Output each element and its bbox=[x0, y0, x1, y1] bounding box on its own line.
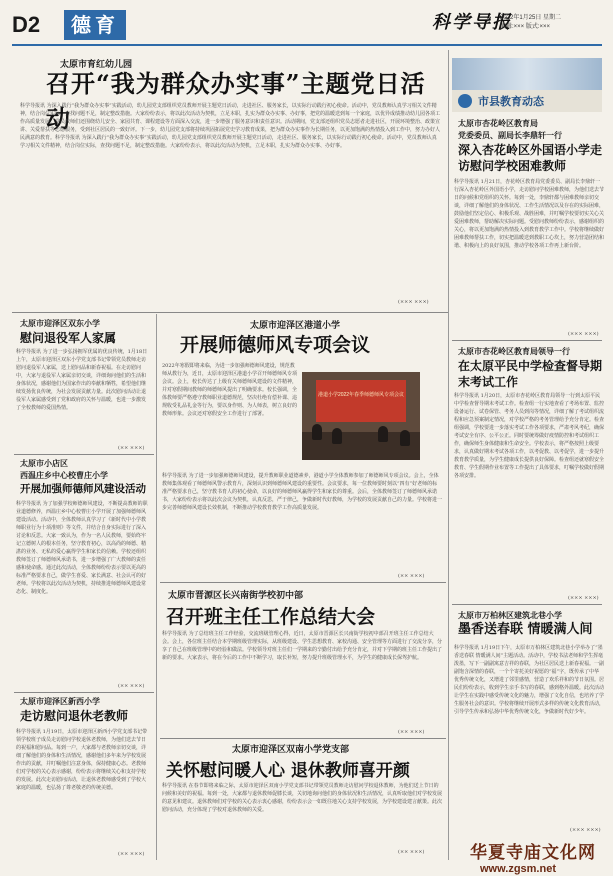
article-5-body: 科学导报讯 为了加强学校师德师风建设，不断提高教师的职业道德修养，西温庄乡中心校曹庄小学开展了加强师德师风建设活动。活动中，全体教师认真学习了《新时代中小学教师职业行为十项准则》等文件，并结合自身实际进行了深入讨论和反思。大家一致认为，作为一名人民教师，要始终牢记立德树人的根本任务，坚守教育初心，以高尚的师德、精湛的业务、无私的爱心赢得学生和家长的信赖。学校还组织教师签订了师德师风承诺书，进一步增强了广大教师的责任感和使命感。通过此次活动，全体教师纷纷表示要以更高的标准严格要求自己，做学生喜爱、家长满意、社会认可的好老师。学校将以此次活动为契机，持续推进师德师风建设常态化、制度化。 bbox=[16, 501, 148, 595]
article-3-kicker: 太原市迎泽区双东小学 bbox=[20, 318, 100, 328]
article-9-title: 关怀慰问暖人心 退休教师喜开颜 bbox=[166, 761, 410, 781]
divider bbox=[14, 692, 154, 693]
article-1-byline: (××× ×××) bbox=[398, 299, 429, 305]
photo-person bbox=[378, 426, 388, 442]
photo-screen-text: 港道小学2022年春季师德师风专项会议 bbox=[317, 392, 405, 398]
watermark-url: www.zgsm.net bbox=[480, 863, 556, 875]
divider bbox=[160, 582, 446, 583]
article-6-title: 在太原平民中学检查督导期末考试工作 bbox=[458, 359, 603, 389]
divider bbox=[160, 738, 446, 739]
photo-person bbox=[400, 430, 410, 446]
divider bbox=[452, 604, 602, 605]
photo-person bbox=[332, 428, 342, 444]
article-2-title: 深入杏花岭区外国语小学走访慰问学校困难教师 bbox=[458, 143, 603, 173]
article-9-kicker: 太原市迎泽区双南小学党支部 bbox=[232, 745, 350, 755]
article-8-body: 科学导报讯 1月19日，太原市迎泽区新西小学党支部书记带领学校班子成员走访慰问学校退休老教师，为他们送去节日的祝福和慰问品。每到一户，大家都与老教师亲切交谈，详细了解他们的身体和生活情况，感谢他们多年来为学校发展作出的贡献，并叮嘱他们注意身体，保持健康心态。老教师们对学校的关心表示感谢，纷纷表示将继续关心和支持学校的发展。此次走访慰问活动，让退休老教师感受到了学校大家庭的温暖，也弘扬了尊老敬老的传统美德。 bbox=[16, 729, 148, 791]
photo-screen bbox=[316, 380, 406, 422]
article-10-byline: (××× ×××) bbox=[570, 827, 601, 833]
article-7-kicker: 太原市晋源区长兴南街学校初中部 bbox=[168, 591, 304, 601]
article-3-title: 慰问退役军人家属 bbox=[20, 331, 117, 345]
article-4-byline: (×× ×××) bbox=[398, 573, 425, 579]
article-8-byline: (×× ×××) bbox=[118, 851, 145, 857]
article-5-kicker: 太原市小店区 bbox=[20, 458, 68, 468]
article-8-title: 走访慰问退休老教师 bbox=[20, 709, 129, 723]
article-10-body: 科学导报讯 1月19日下午，太原市万柏林区建筑北巷小学举办了“墨香送春联 情暖满人间”主题活动。活动中，学校书法老师和学生挥毫泼墨，写下一副副寓意吉祥的春联，为社区居民送上新春祝福。一副副饱含深情的春联，一个个寄托美好祝愿的“福”字，既传承了中华优秀传统文化，又增进了邻里感情，营造了欢乐祥和的节日氛围。居民们纷纷表示，收到学生亲手书写的春联，感到格外温暖。此次活动让学生在实践中感受传统文化的魅力，增强了文化自信，也培养了学生服务社会的意识。学校将继续开展形式多样的传统文化教育活动，引导学生传承和弘扬中华优秀传统文化，争做新时代好少年。 bbox=[454, 645, 604, 715]
article-4-body-a: 2022年寒假即将来临，为进一步加强师德师风建设，规范教师从教行为，近日，太原市迎泽区港道小学召开师德师风专项会议。会上，校长传达了上级有关师德师风建设的文件精神，并对寒假期间教师的师德师风提出了明确要求。校长强调，全体教师要严格遵守教师职业道德规范，坚决杜绝有偿补课、违规收受礼品礼金等行为，要以身作则、为人师表，树立良好的教师形象。会议还对寒假安全工作进行了部署。 bbox=[162, 363, 298, 417]
article-2-byline: (××× ×××) bbox=[568, 331, 599, 337]
article-2-subkicker: 党委委员、副局长李鼎轩一行 bbox=[458, 130, 562, 140]
article-1-body: 科学导报讯 为深入践行“我为群众办实事”实践活动，幼儿园党支部组织党员教师开展主题党日活动，走进社区、服务家长，以实际行动践行初心使命。活动中，党员教师认真学习相关文件精神，结合岗位实际，查找问题不足，制定整改措施。大家纷纷表示，将以此次活动为契机，立足本职，扎实为群众办实事、办好事，把党的温暖送到每一个家庭，以优异成绩推动幼儿园各项工作高质量发展。党员教师们还围绕幼儿安全、家园共育、课程建设等方面深入交流，进一步增强了服务意识和责任意识。活动期间，党支部还组织党员志愿者走进社区，开展环境整治、政策宣讲、关爱帮扶等志愿服务，受到社区居民的一致好评。下一步，幼儿园党支部将持续巩固拓展党史学习教育成果，把为群众办实事作为长期任务，以更加饱满的热情投入到工作中，努力办好人民满意的教育。科学导报讯 为深入践行“我为群众办实事”实践活动，幼儿园党支部组织党员教师开展主题党日活动，走进社区、服务家长，以实际行动践行初心使命。活动中，党员教师认真学习相关文件精神，结合岗位实际，查找问题不足，制定整改措施。大家纷纷表示，将以此次活动为契机，立足本职，扎实为群众办实事、办好事。 bbox=[20, 103, 440, 149]
edu-icon bbox=[458, 94, 472, 108]
meeting-photo bbox=[302, 372, 420, 460]
section-tag: 德育 bbox=[64, 10, 126, 40]
article-3-byline: (×× ×××) bbox=[118, 445, 145, 451]
article-7-title: 召开班主任工作总结大会 bbox=[166, 606, 376, 628]
article-8-kicker: 太原市迎泽区新西小学 bbox=[20, 696, 100, 706]
divider bbox=[452, 340, 602, 341]
article-4-kicker: 太原市迎泽区港道小学 bbox=[250, 321, 341, 331]
article-1-title: 召开“我为群众办实事”主题党日活动 bbox=[46, 69, 426, 133]
watermark bbox=[470, 838, 610, 875]
article-9-body: 科学导报讯 在春节即将来临之际，太原市迎泽区双南小学党支部书记带领党员教师走访慰问学校退休教师，为他们送上节日的问候和美好的祝福。每到一处，大家都与退休教师促膝长谈，关切地询问他们的身体状况和生活情况，认真听取他们对学校发展的意见和建议。退休教师们对学校的关心表示衷心感谢，纷纷表示会一如既往地关心支持学校发展，为学校建设建言献策。此次慰问活动，充分体现了学校对退休教师的关爱。 bbox=[162, 783, 442, 813]
article-3-body: 科学导报讯 为了进一步弘扬拥军优属的优良传统，1月18日上午，太原市迎泽区双东小学党支部书记带领党员教师走访慰问退役军人家属，送上慰问品和新春祝福。在走访慰问中，大家与退役军人家属亲切交谈，详细询问他们的生活和身体状况，感谢他们为国家作出的奉献和牺牲，希望他们继续发扬优良传统，为社会发展贡献力量。此次慰问活动让退役军人家属感受到了党和政府的关怀与温暖，也进一步激发了全校教师的爱国热情。 bbox=[16, 349, 148, 411]
article-6-body: 科学导报讯 1月20日，太原市杏花岭区教育局领导一行到太原平民中学检查督导期末考试工作。检查组一行实地查看了考场布置、监控设备运行、试卷保管、考务人员到岗等情况，详细了解了考试组织流程和应急预案制定情况，对学校严格的考务管理给予充分肯定。检查组强调，学校要进一步落实考试工作各项要求，严肃考风考纪，确保考试安全有序、公平公正。同时要统筹做好疫情防控和考试组织工作，确保师生身体健康和生命安全。学校表示，将严格按照上级要求，认真做好期末考试各项工作，以考促教、以考促学，进一步提升教育教学质量，为学生健康成长提供良好保障。检查组还就寒假安全教育、学生假期作业布置等工作提出了具体要求，叮嘱学校做好假期各项安排。 bbox=[454, 393, 604, 479]
article-1-kicker: 太原市育红幼儿园 bbox=[60, 60, 133, 70]
page-number: D2 bbox=[12, 12, 41, 37]
date-line: 2022年1月25日 星期二 bbox=[500, 15, 562, 21]
photo-person bbox=[312, 424, 322, 440]
edu-column-band bbox=[452, 90, 602, 112]
article-4-title: 开展师德师风专项会议 bbox=[180, 334, 371, 356]
header-rule bbox=[12, 44, 602, 46]
article-9-byline: (×× ×××) bbox=[398, 849, 425, 855]
article-5-title: 开展加强师德师风建设活动 bbox=[20, 483, 146, 495]
watermark-title: 华夏寺庙文化网 bbox=[470, 843, 596, 863]
divider bbox=[14, 454, 154, 455]
article-7-byline: (×× ×××) bbox=[398, 729, 425, 735]
edu-column-title: 市县教育动态 bbox=[478, 95, 544, 108]
column-divider bbox=[448, 50, 449, 860]
article-2-body: 科学导报讯 1月21日，杏花岭区教育局党委委员、副局长李鼎轩一行深入杏花岭区外国语小学，走访慰问学校困难教师，为他们送去节日的问候和党组织的关怀。每到一处，李鼎轩都与困难教师亲切交谈，详细了解他们的身体状况、工作生活情况以及存在的实际困难，鼓励他们坚定信心、积极乐观、战胜困难，并叮嘱学校要切实关心关爱困难教师，帮助解决实际问题。受慰问教师纷纷表示，感谢组织的关心，将以更加饱满的热情投入到教育教学工作中。学校将继续做好困难教师帮扶工作，切实把温暖送到教职工心坎上，努力营造团结和谐、积极向上的良好氛围，推动学校各项工作再上新台阶。 bbox=[454, 179, 604, 249]
column-divider bbox=[156, 314, 157, 860]
article-4-body-b: 科学导报讯 为了进一步加强师德师风建设，提升教师职业道德素养，港道小学全体教师参加了师德师风专项会议。会上，全体教师集体观看了师德师风警示教育片，深刻认识到师德师风建设的重要性。会议要求，每一位教师要时刻以“四有”好老师的标准严格要求自己，坚守教书育人的初心使命，以良好的师德师风赢得学生和家长的尊重。会后，全体教师签订了师德师风承诺书，大家纷纷表示将以此次会议为契机，认真反思，严于律己，争做新时代好教师，为学校的发展贡献自己的力量。学校将进一步完善师德师风建设长效机制，不断推动学校教育教学工作高质量发展。 bbox=[162, 473, 442, 511]
article-10-kicker: 太原市万柏林区建筑北巷小学 bbox=[458, 610, 562, 620]
article-7-body: 科学导报讯 为了总结班主任工作经验，交流班级管理心得，近日，太原市晋源区长兴南街学校初中部召开班主任工作总结大会。会上，各位班主任结合本学期班级管理实际，从班级建设、学生思想教育、家校沟通、安全管理等方面进行了交流分享，分享了自己在班级管理中的经验和做法。学校领导对班主任们一学期来的辛勤付出给予充分肯定，并对下学期的班主任工作提出了新的要求。大家表示，将在今后的工作中不断学习，取长补短，努力提升班级管理水平，为学生的健康成长保驾护航。 bbox=[162, 631, 442, 661]
editor-line: 编辑:××× 版式:××× bbox=[500, 24, 551, 30]
article-2-kicker: 太原市杏花岭区教育局 bbox=[458, 118, 538, 128]
article-5-subkicker: 西温庄乡中心校曹庄小学 bbox=[20, 470, 108, 480]
header-meta bbox=[500, 14, 561, 32]
divider bbox=[12, 312, 448, 313]
edu-banner-decoration bbox=[452, 58, 602, 90]
article-6-kicker: 太原市杏花岭区教育局领导一行 bbox=[458, 346, 570, 356]
article-6-byline: (××× ×××) bbox=[568, 595, 599, 601]
article-5-byline: (×× ×××) bbox=[118, 683, 145, 689]
masthead: 科学导报 bbox=[432, 12, 512, 33]
article-10-title: 墨香送春联 情暖满人间 bbox=[458, 622, 593, 637]
